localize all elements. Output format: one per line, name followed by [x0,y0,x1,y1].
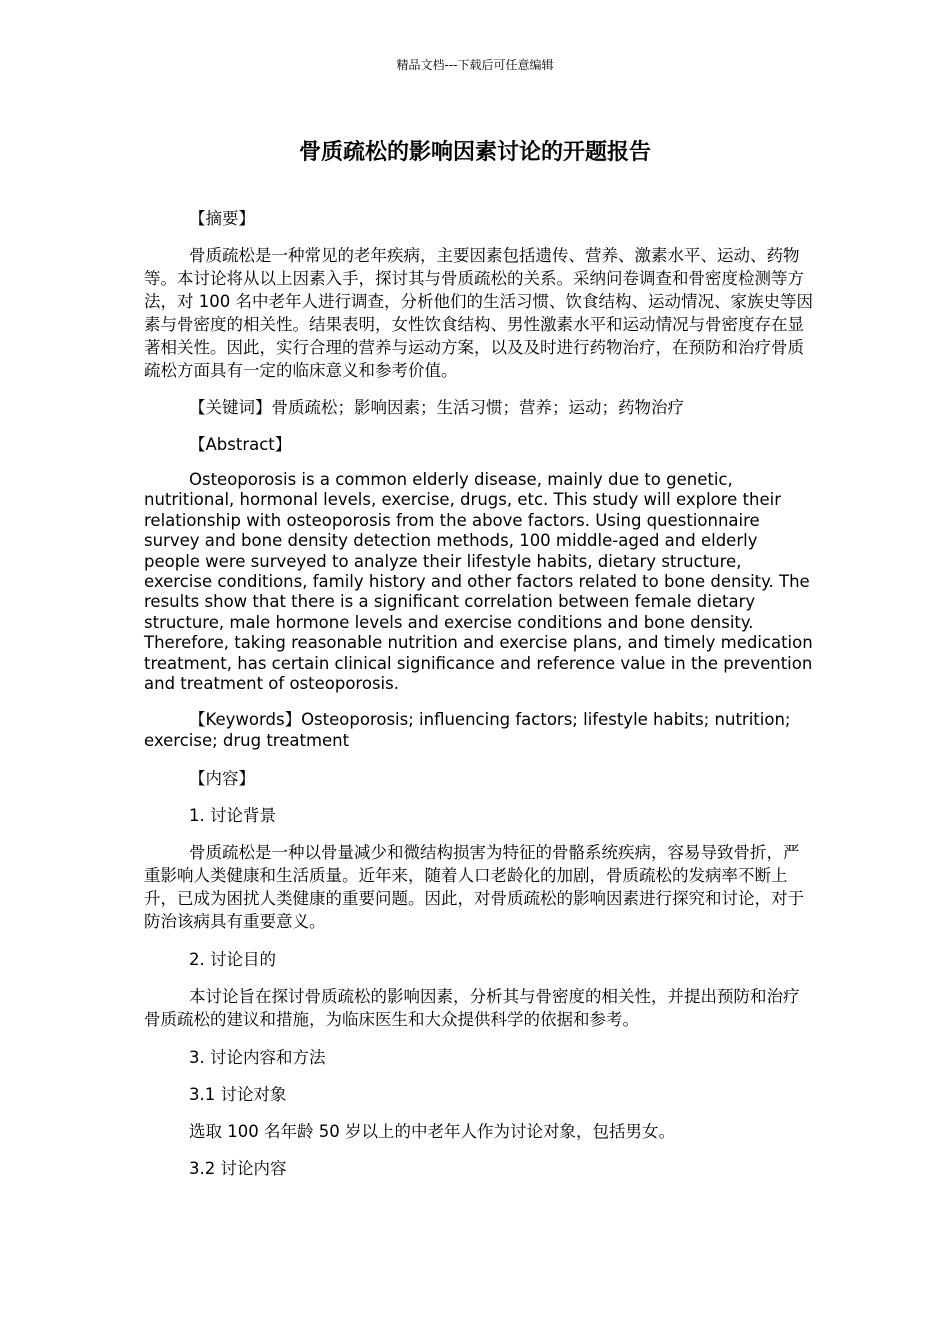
page-header: 精品文档---下载后可任意编辑 [396,58,554,72]
document-title: 骨质疏松的影响因素讨论的开题报告 [298,140,651,165]
document-body [144,207,814,1194]
section-3-2-heading: 3.2 讨论内容 [189,1159,287,1179]
english-keywords: 【Keywords】Osteoporosis; influencing factors; lifestyle habits; nutrition; exercise; drug treatment [144,710,791,750]
section-3-heading: 3. 讨论内容和方法 [189,1048,326,1068]
section-2-heading: 2. 讨论目的 [189,950,276,970]
section-3-1-body: 选取 100 名年龄 50 岁以上的中老年人作为讨论对象，包括男女。 [189,1122,675,1142]
english-abstract-label: 【Abstract】 [189,435,292,454]
abstract-label: 【摘要】 [189,209,255,228]
abstract-keywords: 【关键词】骨质疏松；影响因素；生活习惯；营养；运动；药物治疗 [189,398,684,417]
english-abstract-body: Osteoporosis is a common elderly disease, mainly due to genetic, nutritional, hormonal levels, exercise, drugs, etc. This study will explore their relationship with osteoporosis from the above factors. Using questionnaire survey and bone density detection methods, 100 middle-aged and elderly people were surveyed to analyze their lifestyle habits, dietary structure, exercise conditions, family history and other factors related to bone density. The results show that there is a significant correlation between female dietary structure, male hormone levels and exercise conditions and bone density. Therefore, taking reasonable nutrition and exercise plans, and timely medication treatment, has certain clinical significance and reference value in the prevention and treatment of osteoporosis. [144,470,813,694]
section-3-1-heading: 3.1 讨论对象 [189,1085,287,1105]
section-2-body: 本讨论旨在探讨骨质疏松的影响因素，分析其与骨密度的相关性，并提出预防和治疗骨质疏松的建议和措施，为临床医生和大众提供科学的依据和参考。 [144,987,800,1030]
abstract-body: 骨质疏松是一种常见的老年疾病，主要因素包括遗传、营养、激素水平、运动、药物等。本讨论将从以上因素入手，探讨其与骨质疏松的关系。采纳问卷调查和骨密度检测等方法，对 100 名中老年人进行调查，分析他们的生活习惯、饮食结构、运动情况、家族史等因素与骨密度的相关性。结果表明，女性饮食结构、男性激素水平和运动情况与骨密度存在显著相关性。因此，实行合理的营养与运动方案，以及及时进行药物治疗，在预防和治疗骨质疏松方面具有一定的临床意义和参考价值。 [144,246,813,380]
section-1-heading: 1. 讨论背景 [189,806,276,826]
content-label: 【内容】 [189,769,255,789]
section-1-body: 骨质疏松是一种以骨量减少和微结构损害为特征的骨骼系统疾病，容易导致骨折，严重影响人类健康和生活质量。近年来，随着人口老龄化的加剧，骨质疏松的发病率不断上升，已成为困扰人类健康的重要问题。因此，对骨质疏松的影响因素进行探究和讨论，对于防治该病具有重要意义。 [144,843,804,932]
